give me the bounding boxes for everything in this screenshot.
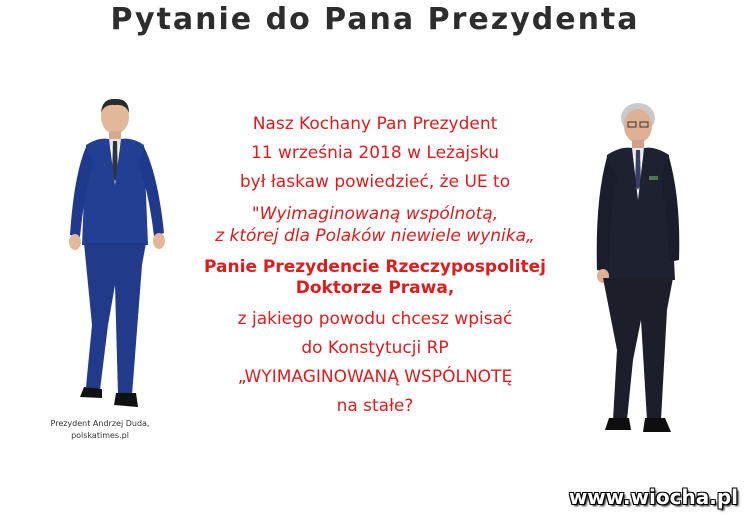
caption-source: polskatimes.pl [71,431,129,440]
message-line-2: 11 września 2018 w Leżajsku [250,143,500,163]
question-line-2: do Konstytucji RP [301,338,449,358]
shoe-right [114,393,138,407]
president-photo [52,95,178,415]
address-line-1: Panie Prezydencie Rzeczypospolitej [204,257,546,277]
message-block [200,110,550,421]
caption-name: Prezydent Andrzej Duda, [50,419,150,428]
man-photo [583,100,693,438]
shoe-right [643,418,671,432]
quote-line-2: z której dla Polaków niewiele wynika„ [215,226,535,246]
message-line-3: był łaskaw powiedzieć, że UE to [239,172,511,192]
watermark-logo: www.wiocha.pl [568,485,738,509]
trousers [84,243,146,395]
question-line-3: „WYIMAGINOWANĄ WSPÓLNOTĘ [237,367,513,387]
photo-caption [40,418,160,442]
shoe-left [605,418,631,430]
question-line-1: z jakiego powodu chcesz wpisać [237,309,513,329]
shoe-left [80,387,102,398]
trousers [603,278,673,420]
message-line-1: Nasz Kochany Pan Prezydent [252,114,498,134]
page-title: Pytanie do Pana Prezydenta [110,2,640,37]
question-line-4: na stałe? [336,396,414,416]
address-line-2: Doktorze Prawa, [295,278,455,298]
quote-line-1: "Wyimaginowaną wspólnotą, [251,204,499,224]
